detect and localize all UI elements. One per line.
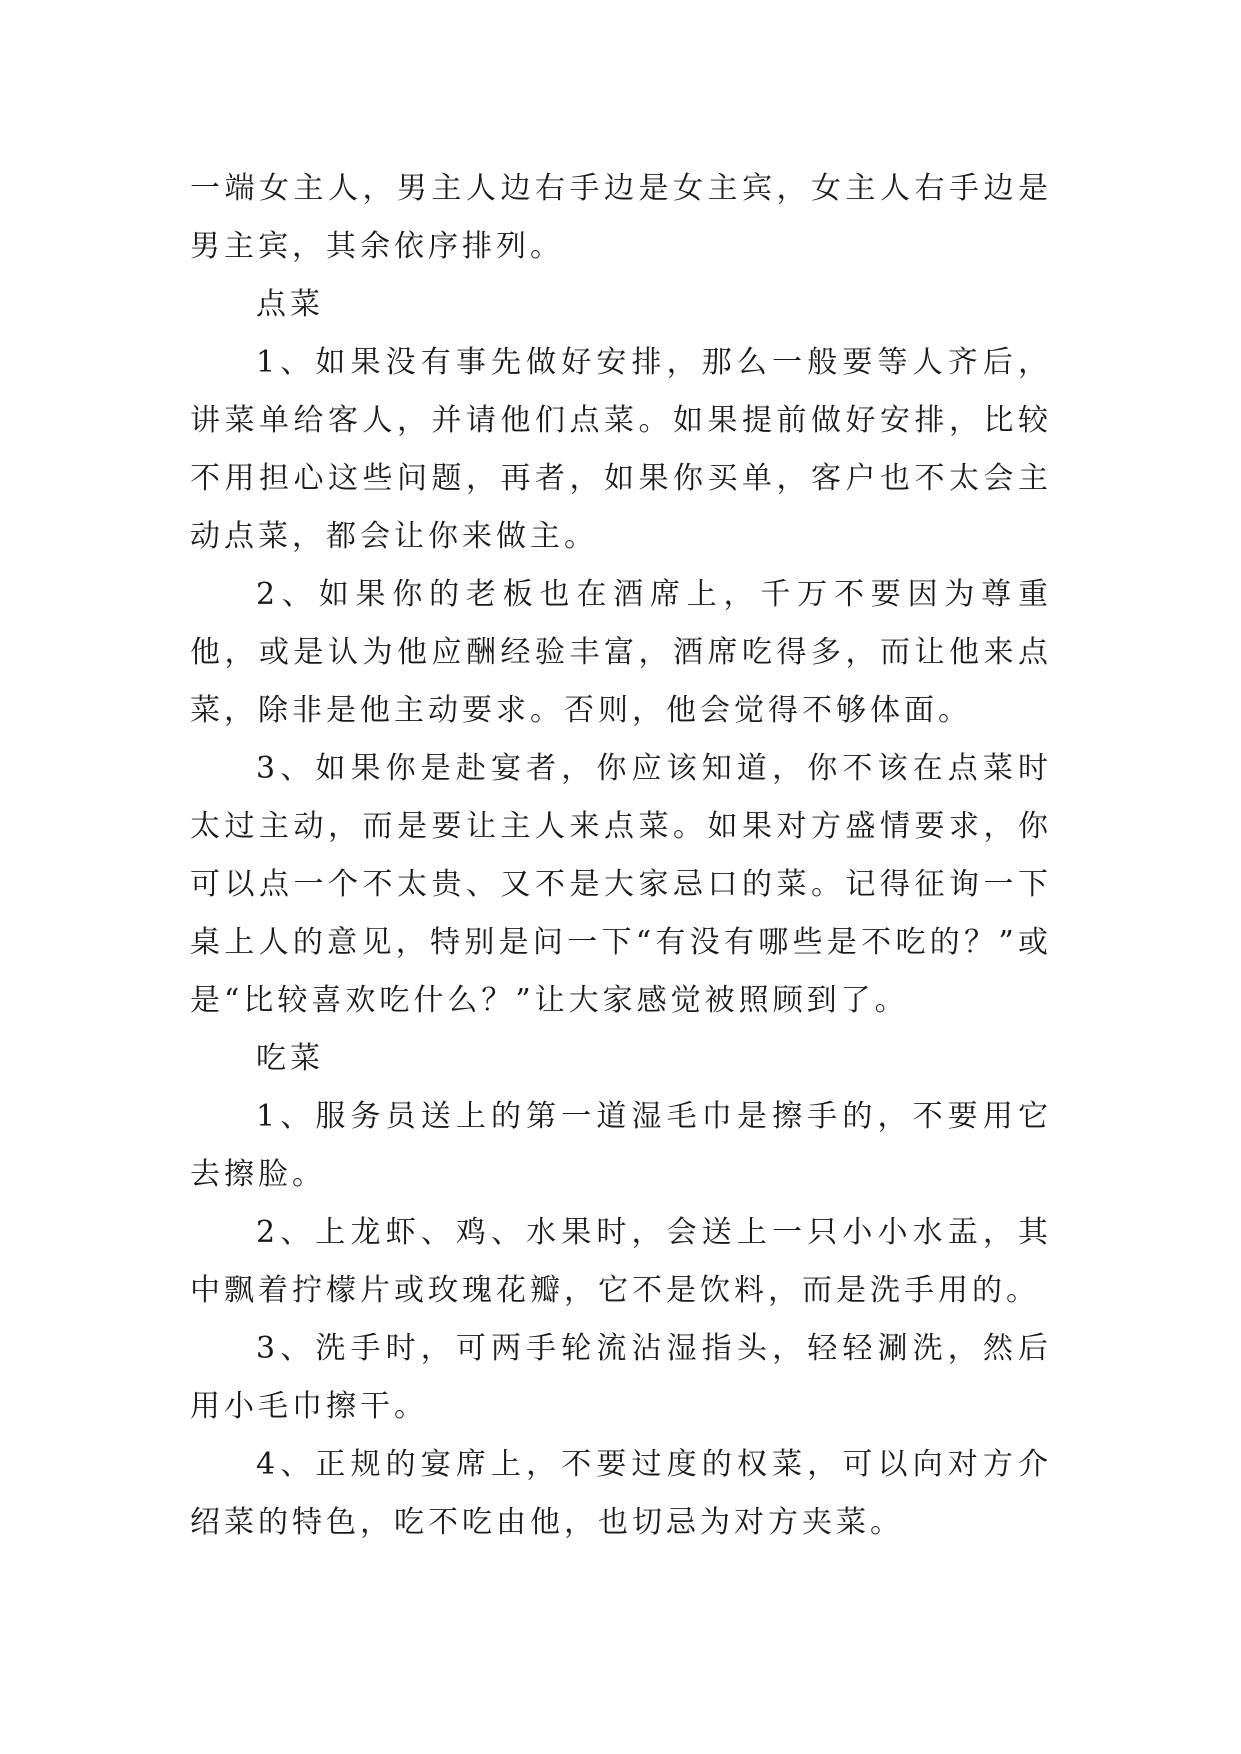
section-heading-eating: 吃菜	[256, 1041, 324, 1076]
document-body	[190, 160, 1052, 1552]
paragraph-ordering-2: 2、如果你的老板也在酒席上，千万不要因为尊重他，或是认为他应酬经验丰富，酒席吃得多，而让他来点菜，除非是他主动要求。否则，他会觉得不够体面。	[190, 577, 1052, 728]
section-heading-ordering: 点菜	[256, 287, 324, 322]
paragraph-ordering-3: 3、如果你是赴宴者，你应该知道，你不该在点菜时太过主动，而是要让主人来点菜。如果对方盛情要求，你可以点一个不太贵、又不是大家忌口的菜。记得征询一下桌上人的意见，特别是问一下“有没有哪些是不吃的？”或是“比较喜欢吃什么？”让大家感觉被照顾到了。	[190, 751, 1052, 1018]
paragraph-eating-3: 3、洗手时，可两手轮流沾湿指头，轻轻涮洗，然后用小毛巾擦干。	[190, 1331, 1052, 1424]
paragraph-seating-order: 一端女主人，男主人边右手边是女主宾，女主人右手边是男主宾，其余依序排列。	[190, 171, 1052, 264]
paragraph-ordering-1: 1、如果没有事先做好安排，那么一般要等人齐后，讲菜单给客人，并请他们点菜。如果提前做好安排，比较不用担心这些问题，再者，如果你买单，客户也不太会主动点菜，都会让你来做主。	[190, 345, 1052, 554]
paragraph-eating-1: 1、服务员送上的第一道湿毛巾是擦手的，不要用它去擦脸。	[190, 1099, 1052, 1192]
paragraph-eating-2: 2、上龙虾、鸡、水果时，会送上一只小小水盂，其中飘着拧檬片或玫瑰花瓣，它不是饮料，而是洗手用的。	[190, 1215, 1052, 1308]
paragraph-eating-4: 4、正规的宴席上，不要过度的权菜，可以向对方介绍菜的特色，吃不吃由他，也切忌为对方夹菜。	[190, 1447, 1052, 1540]
